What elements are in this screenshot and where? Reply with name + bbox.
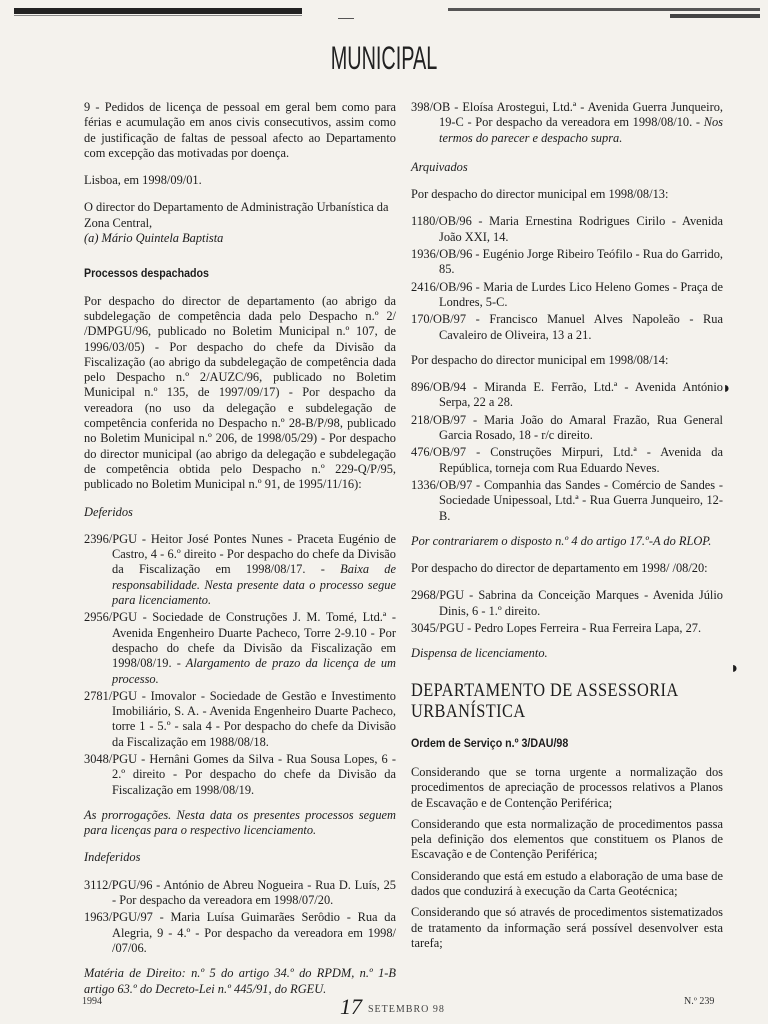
indeferidos-list [84, 878, 396, 956]
binder-hole-icon: ◗ [722, 380, 732, 397]
list-item: 896/OB/94 - Miranda E. Ferrão, Ltd.ª - Avenida António Serpa, 22 a 28. [411, 380, 723, 410]
item-9: 9 - Pedidos de licença de pessoal em geral bem como para férias e acumulação em anos civis consecutivos, assim como de justificação de faltas de pessoal afecto ao Departamento com excepção das motivadas por doença. [84, 100, 396, 160]
top-rule-right [448, 8, 760, 11]
arquivados-group-3 [411, 588, 723, 636]
signer-name: (a) Mário Quintela Baptista [84, 231, 224, 246]
considerando-paragraph: Considerando que está em estudo a elaboração de uma base de dados que conduzirá à execução da Carta Geotécnica; [411, 868, 723, 898]
despacho-line: Por despacho do director municipal em 1998/08/14: [411, 352, 669, 367]
list-item: 398/OB - Eloísa Arostegui, Ltd.ª - Avenida Guerra Junqueiro, 19-C - Por despacho da vereadora em 1998/08/10. - Nos termos do parecer e despacho supra. [411, 100, 723, 145]
arquivados-label: Arquivados [411, 159, 468, 174]
intro-paragraph: Por despacho do director de departamento (ao abrigo da subdelegação de competência dada pelo Despacho n.º 2/ /DMPGU/96, publicado no Boletim Municipal n.º 107, de 1996/03/05) - Por despacho do chefe da Divisão da Fiscalização (ao abrigo da subdelegação de competência dada pelo Despacho n.º 2/AUZC/96, publicado no Boletim Municipal n.º 135, de 1997/09/17) - Por despacho da vereadora (no uso da delegação e subdelegação de competência conferida no Despacho n.º 28-B/P/98, publicado no Boletim Municipal n.º 206, de 1998/05/29) - Por despacho do director municipal (ao abrigo da delegação e subdelegação de competência obtida pelo Despacho n.º 229-Q/P/95, publicado no Boletim Municipal n.º 91, de 1995/11/16): [84, 293, 396, 492]
footer-date: SETEMBRO 98 [368, 1004, 445, 1015]
list-item: 476/OB/97 - Construções Mirpuri, Ltd.ª - Avenida da República, torneja com Rua Eduardo Neves. [411, 445, 723, 475]
list-item: 3048/PGU - Hernâni Gomes da Silva - Rua Sousa Lopes, 6 - 2.º direito - Por despacho do chefe da Divisão da Fiscalização em 1998/08/19. [84, 751, 396, 797]
dispensa-note: Dispensa de licenciamento. [411, 646, 548, 661]
page-number: 17 [340, 994, 362, 1019]
left-column [84, 100, 396, 1009]
section-heading: Processos despachados [84, 266, 209, 281]
deferidos-list [84, 532, 396, 798]
list-item: 1180/OB/96 - Maria Ernestina Rodrigues Cirilo - Avenida João XXI, 14. [411, 214, 723, 244]
considerandos [411, 765, 723, 951]
despacho-line: Por despacho do director municipal em 1998/08/13: [411, 187, 669, 202]
date-line: Lisboa, em 1998/09/01. [84, 173, 202, 188]
list-item: 1936/OB/96 - Eugénio Jorge Ribeiro Teófilo - Rua do Garrido, 85. [411, 247, 723, 277]
list-item: 2416/OB/96 - Maria de Lurdes Lico Heleno Gomes - Praça de Londres, 5-C. [411, 279, 723, 309]
right-column [411, 100, 723, 957]
list-item: 170/OB/97 - Francisco Manuel Alves Napoleão - Rua Cavaleiro de Oliveira, 13 a 21. [411, 312, 723, 342]
arquivados-group-2 [411, 380, 723, 524]
considerando-paragraph: Considerando que só através de procedimentos sistematizados de tratamento da informação será possível desenvolver esta tarefa; [411, 905, 723, 950]
binder-hole-icon: ◗ [730, 660, 740, 677]
prorrogacoes-note: As prorrogações. Nesta data os presentes processos seguem para licenças para o respectivo licenciamento. [84, 807, 396, 838]
list-item: 1963/PGU/97 - Maria Luísa Guimarães Serôdio - Rua da Alegria, 9 - 4.º - Por despacho da vereadora em 1998/ /07/06. [84, 910, 396, 955]
footer-year: 1994 [82, 996, 102, 1007]
list-item: 3112/PGU/96 - António de Abreu Nogueira - Rua D. Luís, 25 - Por despacho da vereadora em 1998/07/20. [84, 877, 396, 908]
top-tick [338, 18, 354, 19]
signer-line: O director do Departamento de Administração Urbanística da Zona Central, [84, 200, 389, 230]
list-item: 2968/PGU - Sabrina da Conceição Marques - Avenida Júlio Dinis, 6 - 1.º direito. [411, 588, 723, 618]
considerando-paragraph: Considerando que se torna urgente a normalização dos procedimentos de apreciação de processos relativos a Planos de Escavação e de Contenção Periférica; [411, 764, 723, 810]
list-item: 2956/PGU - Sociedade de Construções J. M. Tomé, Ltd.ª - Avenida Engenheiro Duarte Pacheco, Torre 2-9.10 - Por despacho do chefe da Divisão da Fiscalização em 1998/08/19. - Alargamento de prazo da licença de um processo. [84, 610, 396, 686]
top-rule-left [14, 8, 302, 14]
ordem-servico-heading: Ordem de Serviço n.º 3/DAU/98 [411, 735, 569, 750]
department-heading: DEPARTAMENTO DE ASSESSORIA URBANÍSTICA [411, 679, 678, 722]
contrariarem-note: Por contrariarem o disposto n.º 4 do artigo 17.º-A do RLOP. [411, 533, 712, 548]
indeferidos-label: Indeferidos [84, 850, 141, 865]
considerando-paragraph: Considerando que esta normalização de procedimentos passa pela definição dos elementos que constituem os Planos de Escavação e de Contenção Periférica; [411, 816, 723, 862]
deferidos-label: Deferidos [84, 504, 133, 519]
arquivados-group-1 [411, 214, 723, 342]
masthead-title: MUNICIPAL [330, 40, 438, 76]
footer-issue: N.º 239 [684, 996, 715, 1007]
list-item: 218/OB/97 - Maria João do Amaral Frazão, Rua General Garcia Rosado, 18 - r/c direito. [411, 412, 723, 443]
list-item: 2781/PGU - Imovalor - Sociedade de Gestão e Investimento Imobiliário, S. A. - Avenida Engenheiro Duarte Pacheco, torre 1 - 5.º - sala 4 - Por despacho do chefe da Divisão da Fiscalização em 1988/08/18. [84, 688, 396, 749]
signature-block [84, 200, 396, 246]
materia-de-direito: Matéria de Direito: n.º 5 do artigo 34.º do RPDM, n.º 1-B artigo 63.º do Decreto-Lei n.º 445/91, do RGEU. [84, 966, 396, 996]
list-item: 1336/OB/97 - Companhia das Sandes - Comércio de Sandes - Sociedade Unipessoal, Ltd.ª - Rua Guerra Junqueiro, 12-B. [411, 477, 723, 523]
list-item: 3045/PGU - Pedro Lopes Ferreira - Rua Ferreira Lapa, 27. [411, 621, 702, 636]
despacho-line: Por despacho do director de departamento em 1998/ /08/20: [411, 561, 708, 576]
list-item: 2396/PGU - Heitor José Pontes Nunes - Praceta Eugénio de Castro, 4 - 6.º direito - Por despacho do chefe da Divisão da Fiscalização em 1998/08/17. - Baixa de responsabilidade. Nesta presente data o processo segue para licenciamento. [84, 531, 396, 608]
